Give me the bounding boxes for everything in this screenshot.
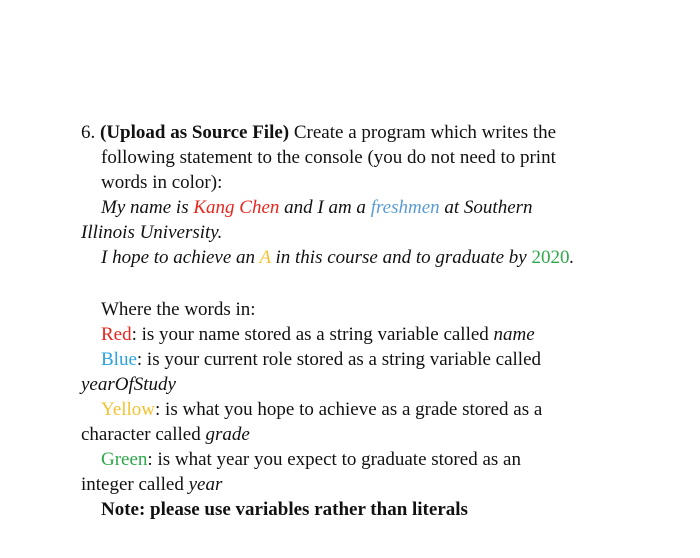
name-value: Kang Chen [193, 197, 280, 218]
statement-text: and I am a [279, 197, 371, 218]
upload-tag: (Upload as Source File) [100, 122, 290, 143]
legend-text: : is what year you expect to graduate stored as an [147, 449, 521, 470]
yellow-label: Yellow [101, 399, 156, 420]
statement-text: at Southern [439, 197, 533, 218]
statement-text: . [569, 247, 575, 268]
blue-label: Blue [101, 349, 137, 370]
legend-yellow-line-2 [81, 423, 250, 448]
red-variable: name [493, 324, 535, 345]
green-variable: year [188, 474, 223, 495]
legend-intro: Where the words in: [101, 299, 256, 320]
statement-text: My name is [101, 197, 194, 218]
question-line-2: following statement to the console (you do not need to print [101, 147, 556, 168]
statement-text: I hope to achieve an [101, 247, 260, 268]
legend-green-line [101, 448, 521, 473]
grade-value: A [259, 247, 271, 268]
legend-text: integer called [81, 474, 189, 495]
red-label: Red [101, 324, 132, 345]
prompt-text: Create a program which writes the [289, 122, 557, 143]
legend-text: : is your current role stored as a string variable called [136, 349, 542, 370]
statement-text: in this course and to graduate by [270, 247, 532, 268]
legend-red-line [101, 323, 535, 348]
legend-text: : is your name stored as a string variable called [131, 324, 494, 345]
legend-yellow-line [101, 398, 542, 423]
statement-line-3 [101, 246, 574, 271]
question-line-3: words in color): [101, 172, 223, 193]
statement-line-1 [101, 196, 533, 221]
legend-green-line-2 [81, 473, 222, 498]
green-label: Green [101, 449, 148, 470]
year-value: 2020 [531, 247, 570, 268]
question-number: 6. [81, 122, 96, 143]
role-value: freshmen [370, 197, 440, 218]
note-text: Note: please use variables rather than literals [101, 499, 468, 520]
legend-text: character called [81, 424, 206, 445]
yellow-variable: grade [205, 424, 250, 445]
blue-variable: yearOfStudy [81, 374, 176, 395]
question-line-1 [81, 121, 556, 146]
legend-blue-line [101, 348, 541, 373]
legend-text: : is what you hope to achieve as a grade stored as a [155, 399, 543, 420]
statement-line-2: Illinois University. [81, 222, 223, 243]
